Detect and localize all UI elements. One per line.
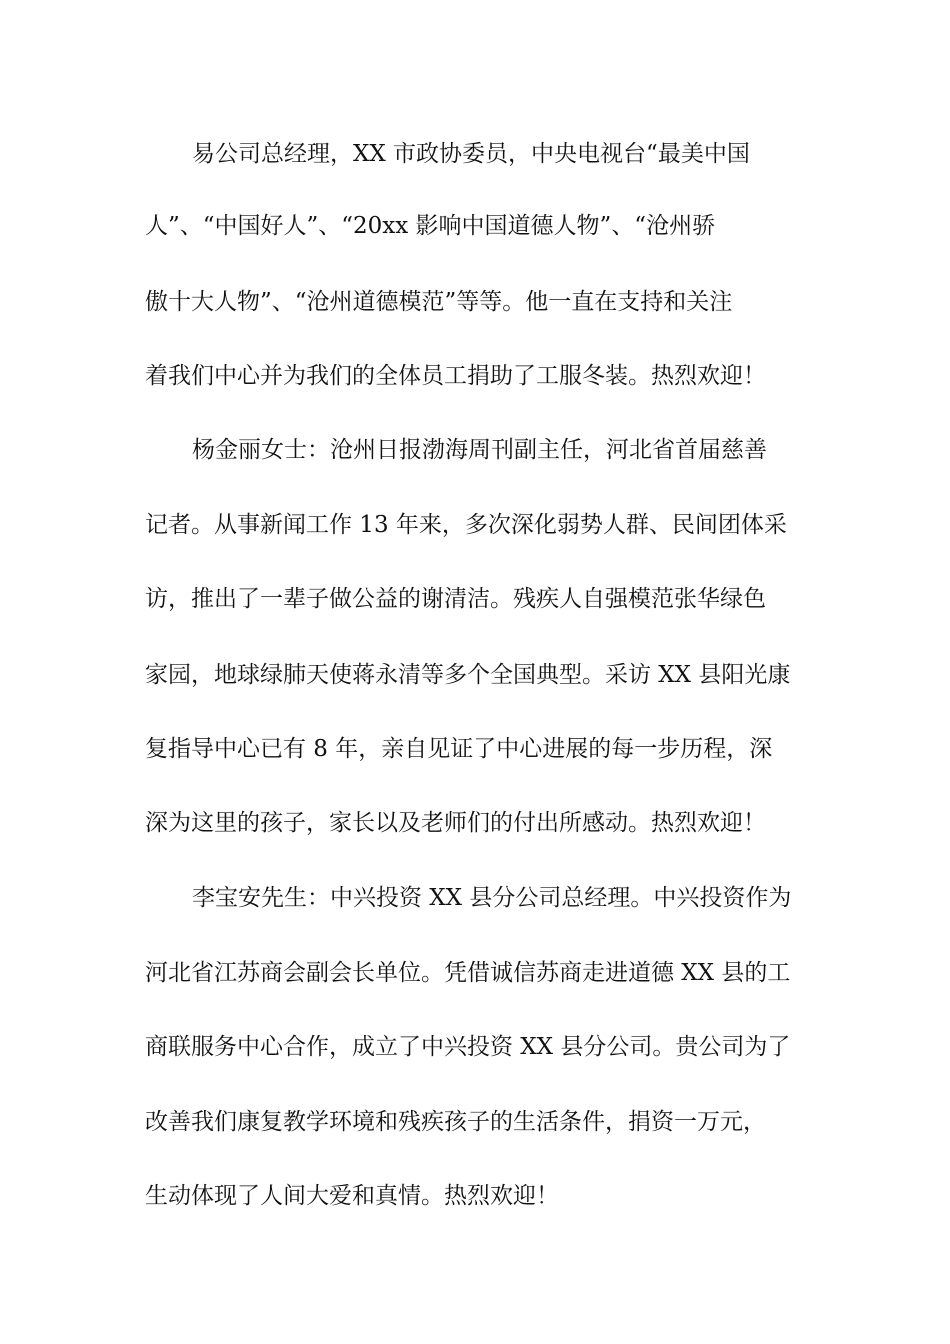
text-line: 家园，地球绿肺天使蒋永清等多个全国典型。采访 XX 县阳光康 [145,662,791,688]
text-line: 深为这里的孩子，家长以及老师们的付出所感动。热烈欢迎！ [145,810,766,836]
text-line: 复指导中心已有 8 年，亲自见证了中心进展的每一步历程，深 [145,736,773,762]
text-line: 人”、“中国好人”、“20xx 影响中国道德人物”、“沧州骄 [145,213,716,239]
text-line: 着我们中心并为我们的全体员工捐助了工服冬装。热烈欢迎！ [145,363,766,389]
text-line: 记者。从事新闻工作 13 年来，多次深化弱势人群、民间团体采 [145,512,787,538]
text-line: 杨金丽女士：沧州日报渤海周刊副主任，河北省首届慈善 [192,437,767,463]
text-line: 生动体现了人间大爱和真情。热烈欢迎！ [145,1183,559,1209]
text-line: 访，推出了一辈子做公益的谢清洁。残疾人自强模范张华绿色 [145,586,766,612]
text-line: 商联服务中心合作，成立了中兴投资 XX 县分公司。贵公司为了 [145,1034,791,1060]
text-line: 傲十大人物”、“沧州道德模范”等等。他一直在支持和关注 [145,289,733,315]
text-line: 河北省江苏商会副会长单位。凭借诚信苏商走进道德 XX 县的工 [145,960,791,986]
text-line: 易公司总经理，XX 市政协委员，中央电视台“最美中国 [192,141,750,167]
text-line: 李宝安先生：中兴投资 XX 县分公司总经理。中兴投资作为 [192,885,792,911]
text-line: 改善我们康复教学环境和残疾孩子的生活条件，捐资一万元， [145,1109,766,1135]
